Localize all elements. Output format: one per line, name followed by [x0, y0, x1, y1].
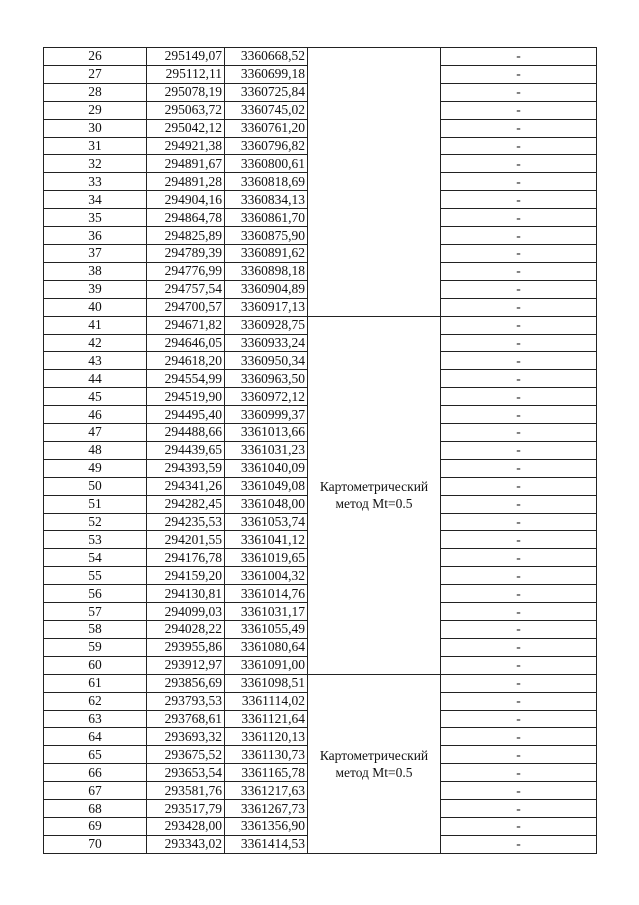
point-number: 47	[44, 424, 147, 442]
coordinate-x: 293675,52	[147, 746, 225, 764]
dash-mark: -	[441, 835, 597, 853]
coordinate-x: 293955,86	[147, 638, 225, 656]
coordinate-y: 3360834,13	[225, 191, 308, 209]
coordinate-y: 3361055,49	[225, 621, 308, 639]
point-number: 62	[44, 692, 147, 710]
point-number: 60	[44, 656, 147, 674]
point-number: 46	[44, 406, 147, 424]
dash-mark: -	[441, 746, 597, 764]
coordinate-x: 294904,16	[147, 191, 225, 209]
coordinate-x: 293581,76	[147, 782, 225, 800]
dash-mark: -	[441, 728, 597, 746]
dash-mark: -	[441, 298, 597, 316]
coordinate-y: 3360745,02	[225, 101, 308, 119]
coordinate-x: 294393,59	[147, 459, 225, 477]
point-number: 41	[44, 316, 147, 334]
coordinates-table-body	[44, 48, 597, 854]
dash-mark: -	[441, 621, 597, 639]
coordinate-y: 3361031,23	[225, 441, 308, 459]
coordinate-x: 293912,97	[147, 656, 225, 674]
coordinate-y: 3360818,69	[225, 173, 308, 191]
coordinate-x: 294488,66	[147, 424, 225, 442]
point-number: 40	[44, 298, 147, 316]
method-label-line1: Картометрический	[319, 479, 429, 495]
coordinate-y: 3360933,24	[225, 334, 308, 352]
point-number: 35	[44, 209, 147, 227]
dash-mark: -	[441, 531, 597, 549]
coordinate-x: 293768,61	[147, 710, 225, 728]
coordinate-y: 3360875,90	[225, 227, 308, 245]
coordinate-x: 294757,54	[147, 280, 225, 298]
coordinate-y: 3361040,09	[225, 459, 308, 477]
coordinate-x: 294891,28	[147, 173, 225, 191]
coordinate-x: 295149,07	[147, 48, 225, 66]
coordinates-table	[43, 47, 597, 854]
empty-method-cell	[308, 48, 441, 317]
point-number: 26	[44, 48, 147, 66]
point-number: 30	[44, 119, 147, 137]
point-number: 61	[44, 674, 147, 692]
dash-mark: -	[441, 513, 597, 531]
coordinate-y: 3361414,53	[225, 835, 308, 853]
coordinate-y: 3360928,75	[225, 316, 308, 334]
dash-mark: -	[441, 65, 597, 83]
coordinate-x: 293517,79	[147, 800, 225, 818]
point-number: 66	[44, 764, 147, 782]
coordinate-y: 3361013,66	[225, 424, 308, 442]
dash-mark: -	[441, 173, 597, 191]
coordinate-y: 3360668,52	[225, 48, 308, 66]
table-row	[44, 48, 597, 66]
point-number: 34	[44, 191, 147, 209]
coordinate-x: 294159,20	[147, 567, 225, 585]
coordinate-y: 3361121,64	[225, 710, 308, 728]
coordinate-x: 293856,69	[147, 674, 225, 692]
point-number: 48	[44, 441, 147, 459]
dash-mark: -	[441, 406, 597, 424]
coordinate-x: 293693,32	[147, 728, 225, 746]
coordinate-y: 3361114,02	[225, 692, 308, 710]
coordinate-x: 295063,72	[147, 101, 225, 119]
point-number: 54	[44, 549, 147, 567]
dash-mark: -	[441, 227, 597, 245]
point-number: 37	[44, 244, 147, 262]
dash-mark: -	[441, 209, 597, 227]
dash-mark: -	[441, 280, 597, 298]
point-number: 49	[44, 459, 147, 477]
coordinate-y: 3361130,73	[225, 746, 308, 764]
dash-mark: -	[441, 782, 597, 800]
coordinate-x: 294201,55	[147, 531, 225, 549]
coordinate-x: 294099,03	[147, 603, 225, 621]
dash-mark: -	[441, 388, 597, 406]
point-number: 51	[44, 495, 147, 513]
table-row	[44, 674, 597, 692]
coordinate-x: 294495,40	[147, 406, 225, 424]
coordinate-y: 3360904,89	[225, 280, 308, 298]
point-number: 70	[44, 835, 147, 853]
coordinate-y: 3361053,74	[225, 513, 308, 531]
dash-mark: -	[441, 137, 597, 155]
coordinate-x: 295078,19	[147, 83, 225, 101]
point-number: 56	[44, 585, 147, 603]
coordinate-y: 3361014,76	[225, 585, 308, 603]
coordinate-y: 3361049,08	[225, 477, 308, 495]
coordinate-x: 294864,78	[147, 209, 225, 227]
dash-mark: -	[441, 549, 597, 567]
coordinate-y: 3361031,17	[225, 603, 308, 621]
table-row	[44, 316, 597, 334]
point-number: 36	[44, 227, 147, 245]
point-number: 64	[44, 728, 147, 746]
dash-mark: -	[441, 638, 597, 656]
dash-mark: -	[441, 817, 597, 835]
coordinate-x: 294519,90	[147, 388, 225, 406]
dash-mark: -	[441, 101, 597, 119]
coordinate-y: 3360950,34	[225, 352, 308, 370]
coordinate-x: 295112,11	[147, 65, 225, 83]
dash-mark: -	[441, 459, 597, 477]
point-number: 45	[44, 388, 147, 406]
coordinate-x: 294825,89	[147, 227, 225, 245]
dash-mark: -	[441, 155, 597, 173]
dash-mark: -	[441, 119, 597, 137]
coordinate-x: 294776,99	[147, 262, 225, 280]
coordinate-y: 3360963,50	[225, 370, 308, 388]
dash-mark: -	[441, 334, 597, 352]
coordinate-x: 295042,12	[147, 119, 225, 137]
point-number: 38	[44, 262, 147, 280]
point-number: 39	[44, 280, 147, 298]
coordinate-y: 3360861,70	[225, 209, 308, 227]
point-number: 33	[44, 173, 147, 191]
point-number: 57	[44, 603, 147, 621]
coordinate-y: 3360972,12	[225, 388, 308, 406]
coordinate-x: 294789,39	[147, 244, 225, 262]
coordinate-x: 294130,81	[147, 585, 225, 603]
method-label-line1: Картометрический	[319, 747, 429, 763]
dash-mark: -	[441, 477, 597, 495]
coordinate-x: 294282,45	[147, 495, 225, 513]
coordinate-y: 3361048,00	[225, 495, 308, 513]
point-number: 65	[44, 746, 147, 764]
coordinate-x: 294439,65	[147, 441, 225, 459]
point-number: 31	[44, 137, 147, 155]
coordinate-y: 3361041,12	[225, 531, 308, 549]
dash-mark: -	[441, 244, 597, 262]
point-number: 68	[44, 800, 147, 818]
point-number: 63	[44, 710, 147, 728]
dash-mark: -	[441, 48, 597, 66]
coordinate-y: 3361098,51	[225, 674, 308, 692]
coordinate-x: 293793,53	[147, 692, 225, 710]
point-number: 55	[44, 567, 147, 585]
coordinate-y: 3361080,64	[225, 638, 308, 656]
dash-mark: -	[441, 83, 597, 101]
coordinate-y: 3360699,18	[225, 65, 308, 83]
point-number: 69	[44, 817, 147, 835]
coordinate-x: 294176,78	[147, 549, 225, 567]
coordinate-y: 3360999,37	[225, 406, 308, 424]
coordinate-x: 294921,38	[147, 137, 225, 155]
point-number: 44	[44, 370, 147, 388]
dash-mark: -	[441, 656, 597, 674]
coordinate-y: 3361165,78	[225, 764, 308, 782]
dash-mark: -	[441, 800, 597, 818]
coordinate-y: 3361356,90	[225, 817, 308, 835]
coordinate-x: 293428,00	[147, 817, 225, 835]
point-number: 28	[44, 83, 147, 101]
point-number: 52	[44, 513, 147, 531]
method-cell	[308, 316, 441, 674]
coordinate-x: 294671,82	[147, 316, 225, 334]
point-number: 27	[44, 65, 147, 83]
dash-mark: -	[441, 585, 597, 603]
coordinate-x: 294700,57	[147, 298, 225, 316]
coordinate-y: 3360761,20	[225, 119, 308, 137]
method-label-line2: метод Mt=0.5	[335, 764, 413, 780]
dash-mark: -	[441, 191, 597, 209]
coordinate-x: 294646,05	[147, 334, 225, 352]
dash-mark: -	[441, 674, 597, 692]
coordinate-x: 294235,53	[147, 513, 225, 531]
point-number: 67	[44, 782, 147, 800]
dash-mark: -	[441, 316, 597, 334]
point-number: 32	[44, 155, 147, 173]
method-cell	[308, 674, 441, 853]
coordinate-y: 3360725,84	[225, 83, 308, 101]
coordinate-y: 3361120,13	[225, 728, 308, 746]
coordinate-y: 3360898,18	[225, 262, 308, 280]
dash-mark: -	[441, 370, 597, 388]
point-number: 53	[44, 531, 147, 549]
coordinate-x: 294618,20	[147, 352, 225, 370]
dash-mark: -	[441, 495, 597, 513]
coordinate-y: 3361091,00	[225, 656, 308, 674]
point-number: 42	[44, 334, 147, 352]
coordinate-x: 294554,99	[147, 370, 225, 388]
point-number: 58	[44, 621, 147, 639]
point-number: 43	[44, 352, 147, 370]
coordinate-x: 293653,54	[147, 764, 225, 782]
coordinate-x: 294028,22	[147, 621, 225, 639]
coordinate-y: 3361267,73	[225, 800, 308, 818]
coordinate-x: 293343,02	[147, 835, 225, 853]
coordinate-x: 294891,67	[147, 155, 225, 173]
method-label-line2: метод Mt=0.5	[335, 496, 413, 512]
coordinate-y: 3360917,13	[225, 298, 308, 316]
coordinate-y: 3361019,65	[225, 549, 308, 567]
point-number: 29	[44, 101, 147, 119]
dash-mark: -	[441, 262, 597, 280]
dash-mark: -	[441, 764, 597, 782]
point-number: 50	[44, 477, 147, 495]
dash-mark: -	[441, 603, 597, 621]
coordinate-y: 3360891,62	[225, 244, 308, 262]
dash-mark: -	[441, 567, 597, 585]
coordinate-y: 3360796,82	[225, 137, 308, 155]
dash-mark: -	[441, 424, 597, 442]
dash-mark: -	[441, 692, 597, 710]
dash-mark: -	[441, 441, 597, 459]
coordinate-x: 294341,26	[147, 477, 225, 495]
coordinate-y: 3360800,61	[225, 155, 308, 173]
dash-mark: -	[441, 710, 597, 728]
coordinate-y: 3361217,63	[225, 782, 308, 800]
point-number: 59	[44, 638, 147, 656]
dash-mark: -	[441, 352, 597, 370]
coordinate-y: 3361004,32	[225, 567, 308, 585]
